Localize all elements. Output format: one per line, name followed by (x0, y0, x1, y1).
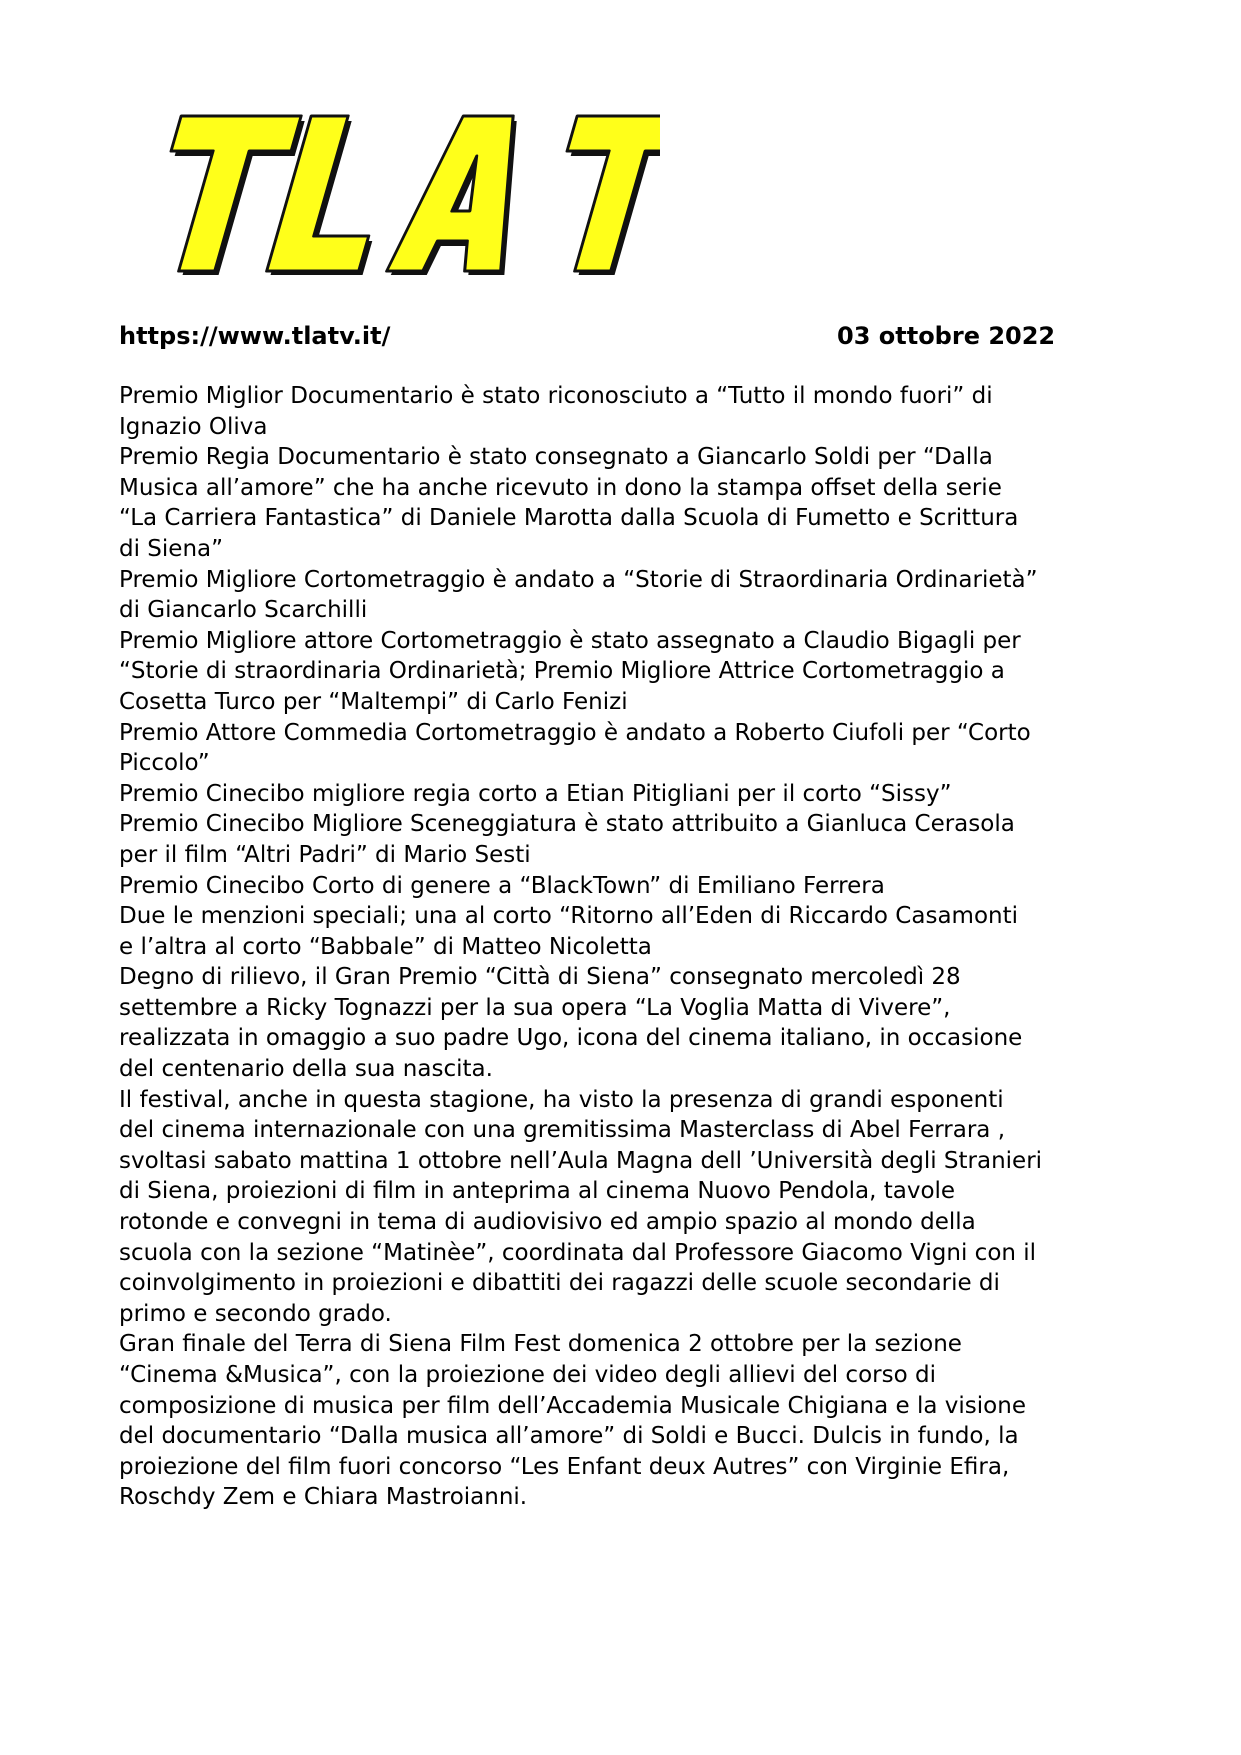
article-line: di Siena” (119, 535, 224, 562)
article-line: Premio Cinecibo Corto di genere a “BlackTown” di Emiliano Ferrera (119, 872, 885, 899)
article-line: “La Carriera Fantastica” di Daniele Marotta dalla Scuola di Fumetto e Scrittura (119, 505, 1019, 532)
article-line: Il festival, anche in questa stagione, ha visto la presenza di grandi esponenti (119, 1086, 1004, 1113)
article-line: Cosetta Turco per “Maltempi” di Carlo Fenizi (119, 688, 628, 715)
article-line: per il film “Altri Padri” di Mario Sesti (119, 841, 531, 868)
article-line: settembre a Ricky Tognazzi per la sua opera “La Voglia Matta di Vivere”, (119, 994, 951, 1021)
publication-date: 03 ottobre 2022 (837, 322, 1056, 350)
article-line: del cinema internazionale con una gremitissima Masterclass di Abel Ferrara , (119, 1117, 1006, 1144)
article-line: svoltasi sabato mattina 1 ottobre nell’Aula Magna dell ’Università degli Stranieri (119, 1147, 1043, 1174)
article-line: proiezione del film fuori concorso “Les Enfant deux Autres” con Virginie Efira, (119, 1453, 1010, 1480)
article-line: Premio Regia Documentario è stato consegnato a Giancarlo Soldi per “Dalla (119, 444, 993, 471)
article-line: del centenario della sua nascita. (119, 1056, 493, 1083)
article-line: Degno di rilievo, il Gran Premio “Città di Siena” consegnato mercoledì 28 (119, 964, 961, 991)
article-line: Premio Migliore Cortometraggio è andato a “Storie di Straordinaria Ordinarietà” (119, 566, 1038, 593)
article-line: Premio Cinecibo Migliore Sceneggiatura è stato attribuito a Gianluca Cerasola (119, 811, 1015, 838)
article-line: Musica all’amore” che ha anche ricevuto in dono la stampa offset della serie (119, 474, 1002, 501)
article-line: Ignazio Oliva (119, 413, 268, 440)
article-line: composizione di musica per film dell’Accademia Musicale Chigiana e la visione (119, 1392, 1026, 1419)
article-line: di Siena, proiezioni di film in anteprima al cinema Nuovo Pendola, tavole (119, 1178, 956, 1205)
article-line: del documentario “Dalla musica all’amore” di Soldi e Bucci. Dulcis in fundo, la (119, 1423, 1019, 1450)
article-line: Premio Miglior Documentario è stato riconosciuto a “Tutto il mondo fuori” di (119, 383, 993, 409)
article-line: “Storie di straordinaria Ordinarietà; Premio Migliore Attrice Cortometraggio a (119, 658, 1005, 685)
tla-tv-logo (140, 100, 660, 275)
article-line: primo e secondo grado. (119, 1300, 392, 1327)
article-line: Premio Attore Commedia Cortometraggio è andato a Roberto Ciufoli per “Corto (119, 719, 1031, 746)
article-line: realizzata in omaggio a suo padre Ugo, icona del cinema italiano, in occasione (119, 1025, 1023, 1052)
article-line: Due le menzioni speciali; una al corto “Ritorno all’Eden di Riccardo Casamonti (119, 903, 1018, 930)
article-line: Roschdy Zem e Chiara Mastroianni. (119, 1484, 528, 1511)
article-body (119, 381, 1129, 1513)
article-line: Piccolo” (119, 750, 210, 777)
article-line: Premio Cinecibo migliore regia corto a Etian Pitigliani per il corto “Sissy” (119, 780, 952, 807)
article-line: rotonde e convegni in tema di audiovisivo ed ampio spazio al mondo della (119, 1209, 976, 1236)
article-line: scuola con la sezione “Matinèe”, coordinata dal Professore Giacomo Vigni con il (119, 1239, 1037, 1266)
source-url[interactable]: https://www.tlatv.it/ (119, 322, 391, 350)
article-line: “Cinema &Musica”, con la proiezione dei video degli allievi del corso di (119, 1362, 936, 1388)
article-line: Gran finale del Terra di Siena Film Fest domenica 2 ottobre per la sezione (119, 1331, 962, 1358)
article-header (119, 322, 1059, 356)
article-line: e l’altra al corto “Babbale” di Matteo Nicoletta (119, 933, 652, 960)
article-line: Premio Migliore attore Cortometraggio è stato assegnato a Claudio Bigagli per (119, 627, 1021, 654)
article-line: coinvolgimento in proiezioni e dibattiti dei ragazzi delle scuole secondarie di (119, 1270, 1000, 1297)
article-line: di Giancarlo Scarchilli (119, 597, 368, 624)
